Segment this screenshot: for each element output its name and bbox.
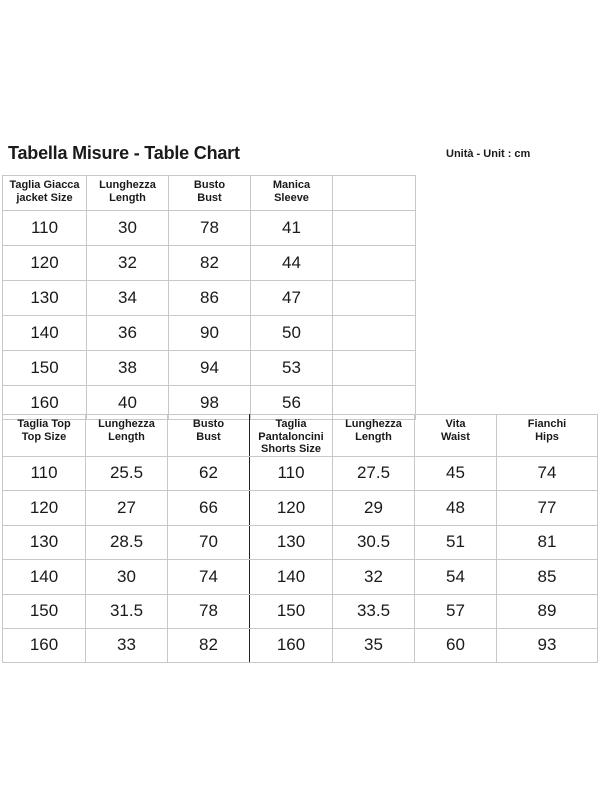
table-cell: 81	[497, 525, 598, 559]
table-cell: 98	[169, 386, 251, 420]
table-cell: 44	[251, 246, 333, 281]
table-row	[3, 281, 416, 316]
table-cell: 130	[3, 525, 86, 559]
table-cell: 82	[169, 246, 251, 281]
table-cell: 47	[251, 281, 333, 316]
unit-label: Unità - Unit : cm	[446, 148, 531, 160]
table-row	[3, 559, 598, 594]
table-cell: 78	[169, 211, 251, 246]
table-row	[3, 628, 598, 662]
table-cell: 70	[168, 525, 250, 559]
table-cell: 57	[415, 594, 497, 628]
table-cell: 93	[497, 628, 598, 662]
table-cell: 77	[497, 490, 598, 525]
table-cell: 54	[415, 559, 497, 594]
table-cell: 40	[87, 386, 169, 420]
header-cell: Taglia Giacca jacket Size	[3, 176, 87, 211]
table-cell: 74	[168, 559, 250, 594]
table-cell	[333, 351, 416, 386]
table-cell: 140	[3, 316, 87, 351]
table-row	[3, 525, 598, 559]
table-cell: 25.5	[86, 456, 168, 490]
table-cell: 130	[3, 281, 87, 316]
header-cell: Fianchi Hips	[497, 415, 598, 457]
table-cell: 33.5	[333, 594, 415, 628]
table-cell: 30	[86, 559, 168, 594]
table-cell: 110	[3, 211, 87, 246]
table-cell: 160	[3, 386, 87, 420]
table-row	[3, 594, 598, 628]
header-cell: Taglia Top Top Size	[3, 415, 86, 457]
table-cell: 33	[86, 628, 168, 662]
header-cell: Busto Bust	[169, 176, 251, 211]
table-cell: 56	[251, 386, 333, 420]
table-cell: 30	[87, 211, 169, 246]
table-cell: 32	[87, 246, 169, 281]
table-cell: 38	[87, 351, 169, 386]
table-cell: 140	[3, 559, 86, 594]
table-cell: 30.5	[333, 525, 415, 559]
table-row	[3, 246, 416, 281]
table-row	[3, 456, 598, 490]
table-cell: 120	[3, 246, 87, 281]
table-cell: 27.5	[333, 456, 415, 490]
table-cell: 150	[3, 351, 87, 386]
table-cell: 27	[86, 490, 168, 525]
table-cell: 36	[87, 316, 169, 351]
table-cell: 66	[168, 490, 250, 525]
table-cell: 82	[168, 628, 250, 662]
table-cell: 45	[415, 456, 497, 490]
table-cell: 35	[333, 628, 415, 662]
header-cell: Vita Waist	[415, 415, 497, 457]
table-cell: 110	[3, 456, 86, 490]
table-cell: 110	[250, 456, 333, 490]
table-header-row	[3, 176, 416, 211]
header-cell: Lunghezza Length	[87, 176, 169, 211]
table-row	[3, 351, 416, 386]
table-cell: 130	[250, 525, 333, 559]
table-cell: 74	[497, 456, 598, 490]
header-cell: Taglia Pantaloncini Shorts Size	[250, 415, 333, 457]
table-cell: 31.5	[86, 594, 168, 628]
header-cell: Busto Bust	[168, 415, 250, 457]
table-cell	[333, 246, 416, 281]
table-cell	[333, 316, 416, 351]
header-cell	[333, 176, 416, 211]
table-cell: 120	[250, 490, 333, 525]
table-header-row	[3, 415, 598, 457]
table-cell: 32	[333, 559, 415, 594]
table-cell: 29	[333, 490, 415, 525]
page-title: Tabella Misure - Table Chart	[8, 143, 240, 163]
top-shorts-size-table	[2, 414, 598, 663]
table-cell: 50	[251, 316, 333, 351]
table-row	[3, 211, 416, 246]
table-cell: 28.5	[86, 525, 168, 559]
table-cell: 94	[169, 351, 251, 386]
table-cell: 48	[415, 490, 497, 525]
table-cell	[333, 211, 416, 246]
table-cell: 51	[415, 525, 497, 559]
table-cell: 62	[168, 456, 250, 490]
table-cell: 150	[250, 594, 333, 628]
table-cell: 150	[3, 594, 86, 628]
table-cell: 34	[87, 281, 169, 316]
table-cell: 41	[251, 211, 333, 246]
table-cell: 89	[497, 594, 598, 628]
table-cell: 90	[169, 316, 251, 351]
header-cell: Manica Sleeve	[251, 176, 333, 211]
table-cell: 60	[415, 628, 497, 662]
table-cell: 85	[497, 559, 598, 594]
table-cell: 120	[3, 490, 86, 525]
table-cell: 160	[250, 628, 333, 662]
table-cell: 140	[250, 559, 333, 594]
table-cell: 53	[251, 351, 333, 386]
header-cell: Lunghezza Length	[86, 415, 168, 457]
header-cell: Lunghezza Length	[333, 415, 415, 457]
table-cell	[333, 281, 416, 316]
jacket-size-table	[2, 175, 416, 420]
table-cell: 78	[168, 594, 250, 628]
table-row	[3, 316, 416, 351]
table-cell: 160	[3, 628, 86, 662]
table-row	[3, 490, 598, 525]
table-cell: 86	[169, 281, 251, 316]
